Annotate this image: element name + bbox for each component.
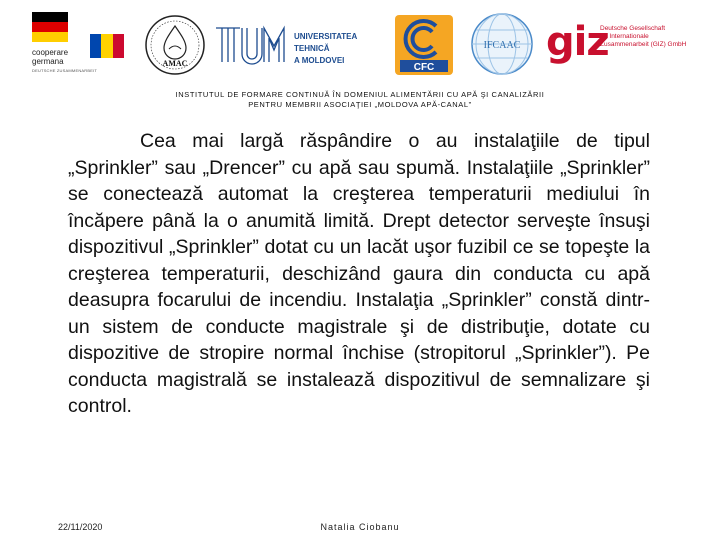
institute-line1: INSTITUTUL DE FORMARE CONTINUĂ ÎN DOMENIUL ALIMENTĂRII CU APĂ ŞI CANALIZĂRII [175, 90, 545, 99]
cooperare-germana-logo [32, 12, 126, 76]
giz-line2: für Internationale [600, 33, 649, 40]
amac-logo [144, 14, 206, 76]
utm-logo [214, 22, 374, 66]
body-text: „Sprinkler” sau „Drencer” cu apă sau spumă. Instalaţiile „Sprinkler” se conectează automat la creşterea temperaturii mediului în încăpere până la o anumită limită. Drept detector serveşte însuşi dispozitivul „Sprinkler” dotat cu un lacăt uşor fuzibil ce se topeşte la creşterea temperaturii, deschizând gaura din conducta cu apă deasupra focarului de incendiu. Instalaţia „Sprinkler” constă dintr-un sistem de conducte magistrale şi de distribuţie, dotate cu dispozitive de stropire normal închise (stropitorul „Sprinkler”). Pe conducta magistrală se instalează dispozitivul de semnalizare şi control. [68, 156, 650, 417]
germana-word: germana [32, 57, 64, 66]
utm-mark-icon [214, 22, 290, 66]
amac-emblem-icon [144, 14, 206, 76]
cooperare-word: cooperare [32, 48, 69, 57]
germany-flag-icon [32, 12, 68, 42]
cfc-emblem-icon [394, 14, 454, 76]
utm-name-line1: UNIVERSITATEA TEHNICĂ [294, 32, 357, 53]
cooperare-subtitle: DEUTSCHE ZUSAMMENARBEIT [32, 68, 98, 73]
body-first-line: Cea mai largă răspândire o au instalaţiile de tipul [140, 130, 650, 152]
institute-header [0, 90, 720, 110]
ifcaac-logo [470, 12, 534, 76]
ifcaac-label: IFCAAC [483, 40, 521, 51]
cfc-logo [394, 14, 454, 76]
amac-label: AMAC [162, 59, 188, 68]
footer-date: 22/11/2020 [58, 522, 103, 532]
utm-name-line2: A MOLDOVEI [294, 56, 345, 65]
ifcaac-globe-icon [470, 12, 534, 76]
footer-author: Natalia Ciobanu [320, 522, 400, 532]
giz-wordmark: giz [546, 19, 609, 65]
body-paragraph [68, 128, 650, 420]
giz-line3: Zusammenarbeit (GIZ) GmbH [600, 41, 687, 48]
cfc-label: CFC [413, 62, 435, 73]
moldova-flag-icon [90, 34, 124, 58]
giz-logo [546, 19, 716, 70]
institute-line2: PENTRU MEMBRII ASOCIAŢIEI „MOLDOVA APĂ-CANAL” [248, 100, 472, 109]
logo-bar [0, 0, 720, 82]
giz-line1: Deutsche Gesellschaft [600, 25, 666, 32]
